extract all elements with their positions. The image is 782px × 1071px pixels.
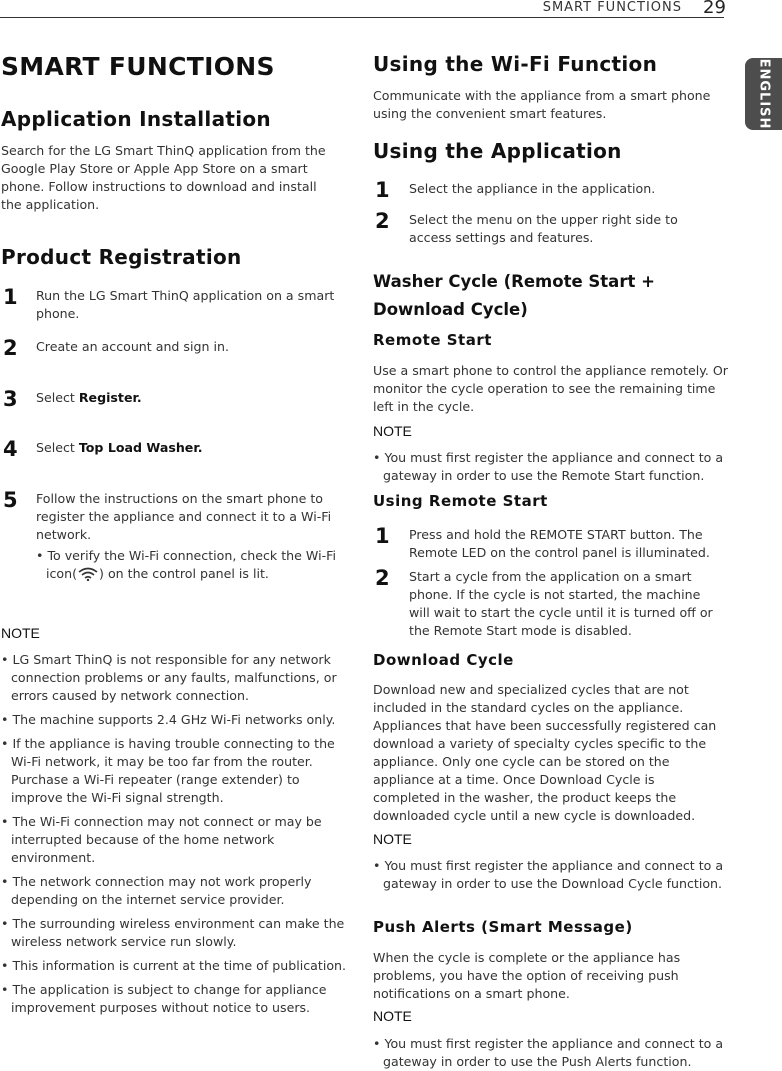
push-alerts-heading: Push Alerts (Smart Message) xyxy=(373,918,633,936)
step-text: Select Top Load Washer. xyxy=(36,440,203,455)
step-text: Select the appliance in the application. xyxy=(409,181,656,196)
step-text: Press and hold the REMOTE START button. The Remote LED on the control panel is illuminated. xyxy=(409,527,710,560)
notes-list xyxy=(1,651,351,1023)
install-heading: Application Installation xyxy=(1,107,271,131)
step-number: 2 xyxy=(375,209,390,233)
page-number: 29 xyxy=(703,0,726,18)
header-rule xyxy=(0,17,724,18)
remote-start-heading: Remote Start xyxy=(373,331,492,349)
step-text: Run the LG Smart ThinQ application on a smart phone. xyxy=(36,288,335,321)
install-text: Search for the LG Smart ThinQ application from the Google Play Store or Apple App Store on a smart phone. Follow instructions to download and install the application. xyxy=(1,143,326,212)
note-item: • LG Smart ThinQ is not responsible for any network connection problems or any faults, malfunctions, or errors caused by network connection. xyxy=(1,651,351,705)
step-text: Select Register. xyxy=(36,390,142,405)
step-number: 2 xyxy=(375,566,390,590)
note-item: • You must first register the appliance and connect to a gateway in order to use the Download Cycle function. xyxy=(373,857,733,893)
language-tab-label: ENGLISH xyxy=(756,58,771,130)
download-cycle-heading: Download Cycle xyxy=(373,651,514,669)
note-item: • The Wi-Fi connection may not connect or may be interrupted because of the home network environment. xyxy=(1,813,351,867)
note-item: • The machine supports 2.4 GHz Wi-Fi networks only. xyxy=(1,711,351,729)
step-text: Create an account and sign in. xyxy=(36,339,229,354)
using-remote-start-heading: Using Remote Start xyxy=(373,492,548,510)
washer-cycle-heading: Washer Cycle (Remote Start + Download Cycle) xyxy=(373,272,655,319)
language-tab xyxy=(745,58,782,130)
note-label: NOTE xyxy=(373,1008,412,1024)
app-heading: Using the Application xyxy=(373,139,622,163)
note-item: • The surrounding wireless environment can make the wireless network service run slowly. xyxy=(1,915,351,951)
step-number: 2 xyxy=(3,336,18,360)
push-alerts-text: When the cycle is complete or the appliance has problems, you have the option of receiving push notifications on a smart phone. xyxy=(373,950,681,1001)
note-item: • The application is subject to change for appliance improvement purposes without notice to users. xyxy=(1,981,351,1017)
wifi-heading: Using the Wi-Fi Function xyxy=(373,52,658,76)
remote-start-text: Use a smart phone to control the appliance remotely. Or monitor the cycle operation to see the remaining time left in the cycle. xyxy=(373,363,728,414)
step-number: 5 xyxy=(3,488,18,512)
step-text: Start a cycle from the application on a smart phone. If the cycle is not started, the machine will wait to start the cycle until it is turned off or the Remote Start mode is disabled. xyxy=(409,569,713,638)
step-number: 1 xyxy=(375,178,390,202)
step-bullet: • To verify the Wi-Fi connection, check the Wi-Fi icon( ) on the control panel is lit. xyxy=(36,547,351,583)
wifi-text: Communicate with the appliance from a smart phone using the convenient smart features. xyxy=(373,88,711,121)
note-label: NOTE xyxy=(373,423,412,439)
step-bold: Register. xyxy=(78,390,142,405)
note-item: • If the appliance is having trouble connecting to the Wi-Fi network, it may be too far from the router. Purchase a Wi-Fi repeater (range extender) to improve the Wi-Fi signal strength. xyxy=(1,735,351,807)
note-item: • This information is current at the time of publication. xyxy=(1,957,351,975)
note-label: NOTE xyxy=(1,625,40,641)
wifi-icon xyxy=(77,567,99,581)
step-number: 3 xyxy=(3,387,18,411)
step-number: 1 xyxy=(375,524,390,548)
step-number: 1 xyxy=(3,285,18,309)
note-item: • The network connection may not work properly depending on the internet service provider. xyxy=(1,873,351,909)
registration-heading: Product Registration xyxy=(1,245,242,269)
header-section: SMART FUNCTIONS xyxy=(542,0,682,15)
download-cycle-text: Download new and specialized cycles that are not included in the standard cycles on the appliance. Appliances that have been successfully registered can download a variety of specialty cycles specific to the appliance. Only one cycle can be stored on the appliance at a time. Once Download Cycle is completed in the washer, the product keeps the downloaded cycle until a new cycle is downloaded. xyxy=(373,682,717,823)
note-item: • You must first register the appliance and connect to a gateway in order to use the Remote Start function. xyxy=(373,449,733,485)
step-text: Follow the instructions on the smart phone to register the appliance and connect it to a Wi-Fi network. xyxy=(36,491,332,542)
note-item: • You must first register the appliance and connect to a gateway in order to use the Push Alerts function. xyxy=(373,1035,733,1071)
step-number: 4 xyxy=(3,437,18,461)
step-bold: Top Load Washer. xyxy=(78,440,203,455)
note-label: NOTE xyxy=(373,831,412,847)
step-text: Select the menu on the upper right side to access settings and features. xyxy=(409,212,678,245)
page-title: SMART FUNCTIONS xyxy=(1,52,275,81)
